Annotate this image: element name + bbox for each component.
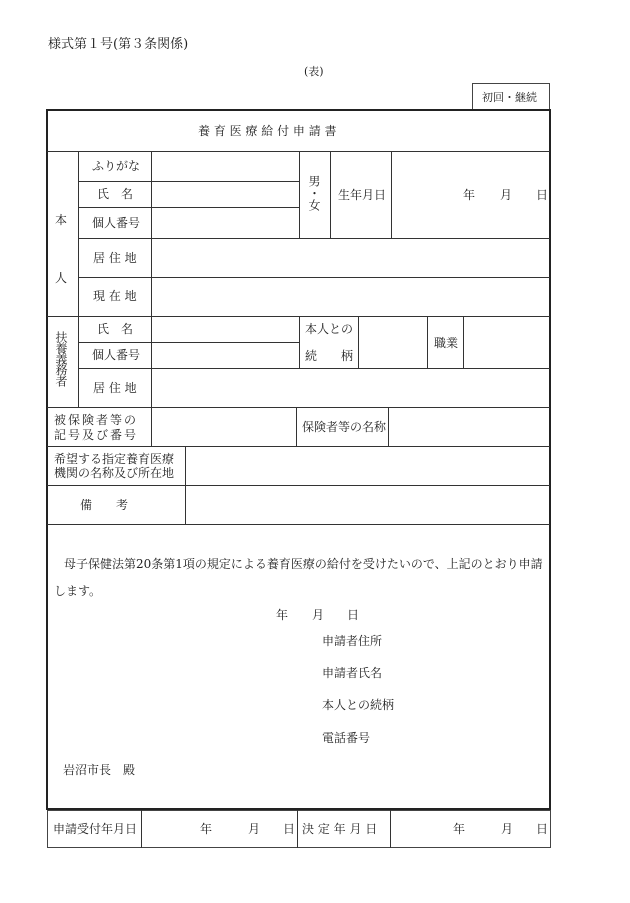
divider — [151, 238, 152, 316]
declaration-year: 年 — [276, 608, 289, 622]
divider — [151, 316, 152, 407]
guardian-name-label: 氏 名 — [97, 322, 134, 336]
divider — [78, 342, 300, 343]
birthdate-month: 月 — [500, 188, 513, 202]
addressee: 岩沼市長 殿 — [63, 763, 136, 777]
applicant-section-label-top: 本 — [55, 213, 68, 227]
type-label: 初回・継続 — [482, 91, 537, 104]
declaration-line1: 母子保健法第20条第1項の規定による養育医療の給付を受けたいので、上記のとおり申請 — [64, 557, 543, 571]
divider — [78, 207, 300, 208]
applicant-current-address-label: 現 在 地 — [93, 289, 137, 303]
divider — [47, 407, 550, 408]
receipt-day: 日 — [283, 822, 296, 836]
decision-date-label: 決 定 年 月 日 — [302, 822, 378, 836]
relation-label-line2: 続 柄 — [305, 349, 354, 363]
divider — [299, 316, 300, 368]
declaration-line2: します。 — [54, 584, 102, 598]
divider — [78, 368, 550, 369]
form-title: 養 育 医 療 給 付 申 請 書 — [198, 124, 337, 138]
hospital-label-1: 希望する指定養育医療 — [54, 452, 175, 466]
furigana-label: ふりがな — [92, 159, 141, 173]
applicant-name-field-label: 申請者氏名 — [322, 666, 383, 680]
divider — [330, 151, 331, 238]
divider — [185, 446, 186, 524]
guardian-id-label: 個人番号 — [92, 348, 141, 362]
divider — [78, 238, 550, 239]
relation-label-line1: 本人との — [305, 322, 354, 336]
receipt-year: 年 — [200, 822, 213, 836]
divider — [427, 316, 428, 368]
decision-day: 日 — [536, 822, 549, 836]
birthdate-label: 生年月日 — [338, 188, 387, 202]
birthdate-day: 日 — [536, 188, 549, 202]
applicant-section-label-bottom: 人 — [55, 271, 68, 285]
decision-year: 年 — [453, 822, 466, 836]
insurer-name-label: 保険者等の名称 — [302, 420, 387, 434]
gender-label: 男・女 — [307, 175, 321, 211]
divider — [78, 277, 550, 278]
divider — [47, 446, 550, 447]
receipt-month: 月 — [248, 822, 261, 836]
remarks-label: 備 考 — [80, 498, 129, 512]
phone-label: 電話番号 — [322, 731, 371, 745]
occupation-label: 職業 — [434, 336, 459, 350]
applicant-address-label: 申請者住所 — [322, 634, 383, 648]
relation-field-label: 本人との続柄 — [322, 698, 395, 712]
divider — [391, 151, 392, 238]
hospital-label-2: 機関の名称及び所在地 — [54, 466, 175, 480]
form-number: 様式第１号(第３条関係) — [48, 37, 189, 52]
divider — [297, 810, 298, 848]
divider — [463, 316, 464, 368]
divider — [78, 151, 79, 407]
side-label: (表) — [304, 65, 324, 78]
divider — [358, 316, 359, 368]
divider — [47, 485, 550, 486]
divider — [388, 407, 389, 446]
applicant-residence-label: 居 住 地 — [93, 251, 137, 265]
insurance-symbol-label-2: 記号及び番号 — [54, 428, 139, 442]
divider — [78, 181, 300, 182]
guardian-section-label: 扶養義務者 — [54, 331, 68, 386]
divider — [299, 151, 300, 238]
divider — [296, 407, 297, 446]
divider — [141, 810, 142, 848]
guardian-residence-label: 居 住 地 — [93, 381, 137, 395]
divider — [151, 407, 152, 446]
applicant-name-label: 氏 名 — [97, 187, 134, 201]
insurance-symbol-label-1: 被保険者等の — [54, 413, 139, 427]
declaration-day: 日 — [347, 608, 360, 622]
divider — [47, 524, 550, 525]
applicant-id-label: 個人番号 — [92, 216, 141, 230]
type-label-box — [472, 83, 550, 110]
decision-month: 月 — [501, 822, 514, 836]
birthdate-year: 年 — [463, 188, 476, 202]
declaration-month: 月 — [312, 608, 325, 622]
divider — [151, 151, 152, 238]
receipt-date-label: 申請受付年月日 — [53, 822, 138, 836]
divider — [390, 810, 391, 848]
